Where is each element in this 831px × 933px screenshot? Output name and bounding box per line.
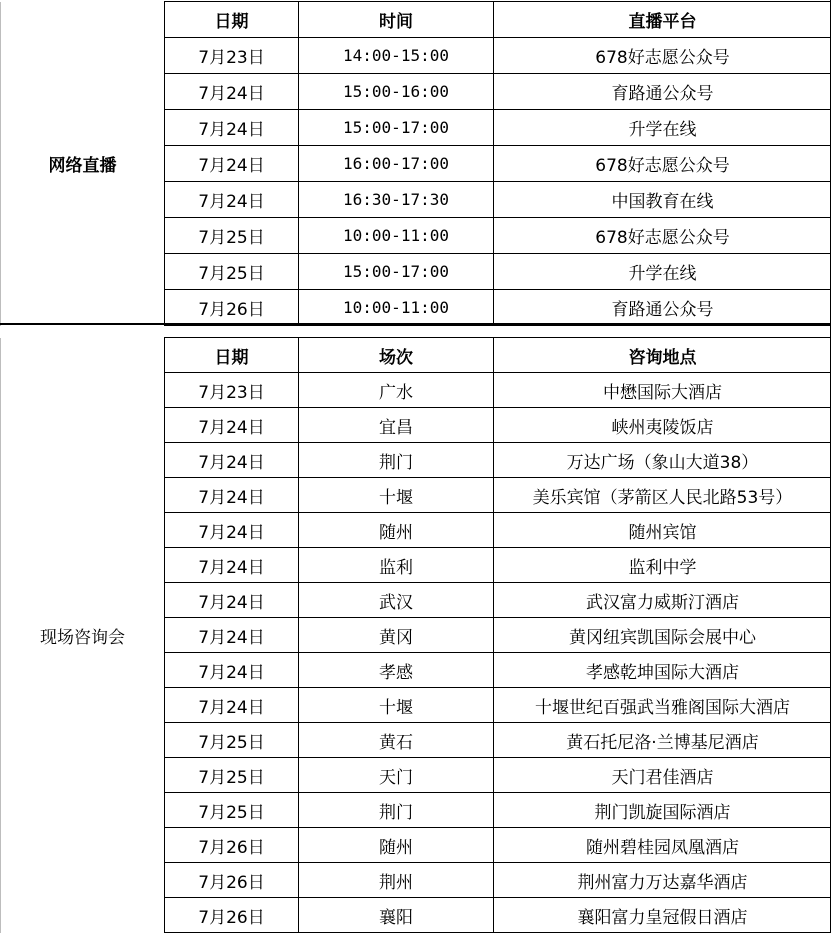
date-cell: 7月24日 xyxy=(165,653,299,688)
platform-cell: 678好志愿公众号 xyxy=(494,38,831,74)
column-header: 直播平台 xyxy=(494,2,831,38)
table-header-row xyxy=(1,2,831,38)
venue-cell: 黄冈纽宾凯国际会展中心 xyxy=(494,618,831,653)
venue-cell: 美乐宾馆（茅箭区人民北路53号） xyxy=(494,478,831,513)
time-cell: 10:00-11:00 xyxy=(299,218,494,254)
venue-cell: 十堰世纪百强武当雅阁国际大酒店 xyxy=(494,688,831,723)
venue-cell: 万达广场（象山大道38） xyxy=(494,443,831,478)
date-cell: 7月24日 xyxy=(165,182,299,218)
session-cell: 广水 xyxy=(299,373,494,408)
session-cell: 宜昌 xyxy=(299,408,494,443)
date-cell: 7月25日 xyxy=(165,254,299,290)
session-cell: 黄石 xyxy=(299,723,494,758)
session-cell: 黄冈 xyxy=(299,618,494,653)
column-header: 日期 xyxy=(165,338,299,373)
platform-cell: 升学在线 xyxy=(494,110,831,146)
session-cell: 十堰 xyxy=(299,688,494,723)
venue-cell: 峡州夷陵饭店 xyxy=(494,408,831,443)
date-cell: 7月25日 xyxy=(165,723,299,758)
section-label: 网络直播 xyxy=(1,2,165,326)
date-cell: 7月23日 xyxy=(165,373,299,408)
date-cell: 7月25日 xyxy=(165,758,299,793)
platform-cell: 678好志愿公众号 xyxy=(494,218,831,254)
venue-cell: 武汉富力威斯汀酒店 xyxy=(494,583,831,618)
session-cell: 武汉 xyxy=(299,583,494,618)
venue-cell: 襄阳富力皇冠假日酒店 xyxy=(494,898,831,933)
date-cell: 7月24日 xyxy=(165,583,299,618)
session-cell: 襄阳 xyxy=(299,898,494,933)
venue-cell: 随州碧桂园凤凰酒店 xyxy=(494,828,831,863)
platform-cell: 升学在线 xyxy=(494,254,831,290)
session-cell: 孝感 xyxy=(299,653,494,688)
venue-cell: 监利中学 xyxy=(494,548,831,583)
section-divider xyxy=(0,323,831,325)
date-cell: 7月26日 xyxy=(165,290,299,326)
section-label: 现场咨询会 xyxy=(1,338,165,933)
time-cell: 15:00-17:00 xyxy=(299,254,494,290)
time-cell: 15:00-17:00 xyxy=(299,110,494,146)
date-cell: 7月24日 xyxy=(165,688,299,723)
date-cell: 7月23日 xyxy=(165,38,299,74)
session-cell: 十堰 xyxy=(299,478,494,513)
venue-cell: 中懋国际大酒店 xyxy=(494,373,831,408)
session-cell: 随州 xyxy=(299,513,494,548)
column-header: 时间 xyxy=(299,2,494,38)
date-cell: 7月26日 xyxy=(165,898,299,933)
table-header-row xyxy=(1,338,831,373)
time-cell: 14:00-15:00 xyxy=(299,38,494,74)
column-header: 场次 xyxy=(299,338,494,373)
platform-cell: 育路通公众号 xyxy=(494,74,831,110)
date-cell: 7月26日 xyxy=(165,863,299,898)
date-cell: 7月24日 xyxy=(165,74,299,110)
date-cell: 7月24日 xyxy=(165,408,299,443)
venue-cell: 荆州富力万达嘉华酒店 xyxy=(494,863,831,898)
date-cell: 7月24日 xyxy=(165,618,299,653)
time-cell: 15:00-16:00 xyxy=(299,74,494,110)
venue-cell: 孝感乾坤国际大酒店 xyxy=(494,653,831,688)
column-header: 日期 xyxy=(165,2,299,38)
venue-cell: 随州宾馆 xyxy=(494,513,831,548)
online-livestream-table xyxy=(0,1,831,326)
venue-cell: 天门君佳酒店 xyxy=(494,758,831,793)
date-cell: 7月24日 xyxy=(165,110,299,146)
session-cell: 监利 xyxy=(299,548,494,583)
venue-cell: 黄石托尼洛·兰博基尼酒店 xyxy=(494,723,831,758)
onsite-consultation-table xyxy=(0,337,831,933)
date-cell: 7月26日 xyxy=(165,828,299,863)
session-cell: 荆门 xyxy=(299,793,494,828)
date-cell: 7月24日 xyxy=(165,443,299,478)
date-cell: 7月25日 xyxy=(165,793,299,828)
session-cell: 随州 xyxy=(299,828,494,863)
platform-cell: 中国教育在线 xyxy=(494,182,831,218)
session-cell: 荆州 xyxy=(299,863,494,898)
session-cell: 天门 xyxy=(299,758,494,793)
venue-cell: 荆门凯旋国际酒店 xyxy=(494,793,831,828)
date-cell: 7月24日 xyxy=(165,146,299,182)
session-cell: 荆门 xyxy=(299,443,494,478)
date-cell: 7月24日 xyxy=(165,548,299,583)
platform-cell: 育路通公众号 xyxy=(494,290,831,326)
time-cell: 16:30-17:30 xyxy=(299,182,494,218)
column-header: 咨询地点 xyxy=(494,338,831,373)
time-cell: 10:00-11:00 xyxy=(299,290,494,326)
platform-cell: 678好志愿公众号 xyxy=(494,146,831,182)
date-cell: 7月24日 xyxy=(165,513,299,548)
date-cell: 7月25日 xyxy=(165,218,299,254)
time-cell: 16:00-17:00 xyxy=(299,146,494,182)
date-cell: 7月24日 xyxy=(165,478,299,513)
